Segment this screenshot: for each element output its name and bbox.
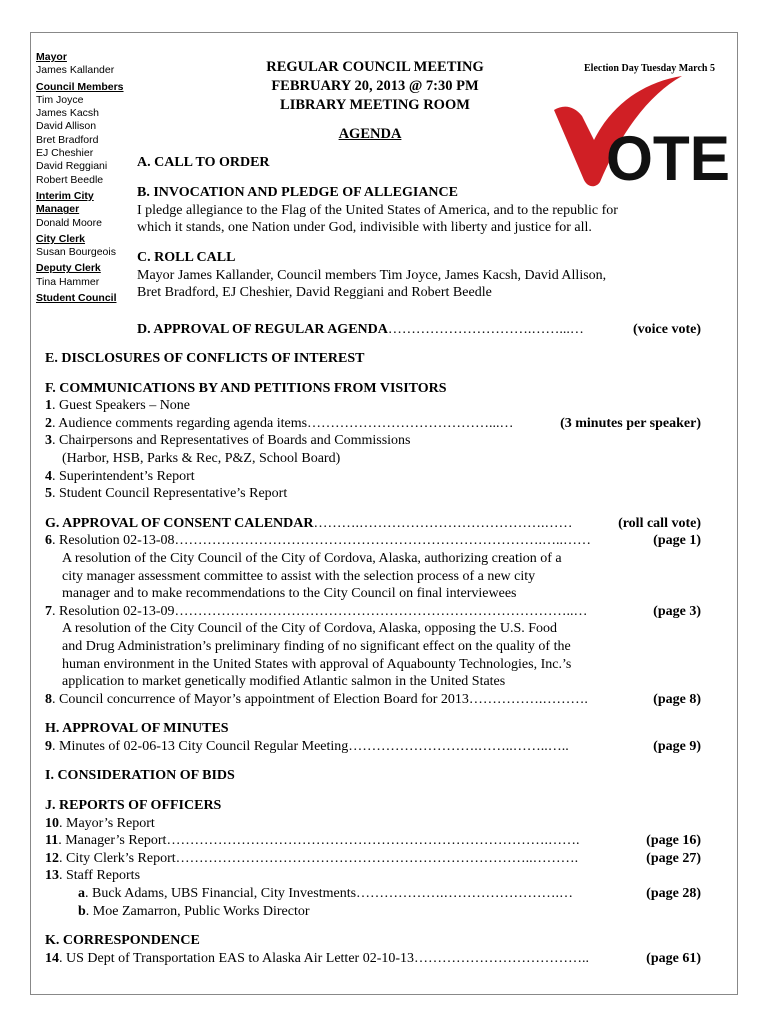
list-item: 10. Mayor’s Report xyxy=(45,815,155,831)
list-item: 9. Minutes of 02-06-13 City Council Regular Meeting……………………….……..……..….. (page 9) xyxy=(45,738,701,754)
section-reports: J. REPORTS OF OFFICERS xyxy=(45,798,222,814)
pledge-text: which it stands, one Nation under God, indivisible with liberty and justice for all. xyxy=(137,220,592,236)
student-council-role: Student Council xyxy=(36,292,117,305)
council-role: Council Members xyxy=(36,80,124,93)
section-heading: C. ROLL CALL xyxy=(137,250,236,265)
section-approval-agenda xyxy=(137,321,701,339)
vote-logo xyxy=(552,74,732,192)
manager-role: Interim City Manager xyxy=(36,189,94,216)
council-name: David Reggiani xyxy=(36,160,108,173)
list-item-sub: b. Moe Zamarron, Public Works Director xyxy=(78,903,310,919)
council-name: David Allison xyxy=(36,120,97,133)
list-item: 11. Manager’s Report……………………………………………………………………….……. (page 16) xyxy=(45,833,701,849)
council-name: Robert Beedle xyxy=(36,173,104,186)
section-minutes: H. APPROVAL OF MINUTES xyxy=(45,721,229,737)
section-call-to-order: A. CALL TO ORDER xyxy=(137,155,270,170)
deputy-role: Deputy Clerk xyxy=(36,262,101,275)
section-consent-calendar: G. APPROVAL OF CONSENT CALENDAR……….………………………………….…… (roll call vote) xyxy=(45,515,701,531)
list-item: 13. Staff Reports xyxy=(45,868,141,884)
section-correspondence: K. CORRESPONDENCE xyxy=(45,933,200,949)
list-item: 1. Guest Speakers – None xyxy=(45,398,191,414)
section-heading: D. APPROVAL OF REGULAR AGENDA xyxy=(137,322,388,337)
mayor-name: James Kallander xyxy=(36,64,115,77)
roll-call-text: Mayor James Kallander, Council members Tim Joyce, James Kacsh, David Allison, xyxy=(137,267,607,283)
list-item: 3. Chairpersons and Representatives of Boards and Commissions xyxy=(45,433,411,449)
list-item: 12. City Clerk’s Report…………………………………………………………………..………. (page 27) xyxy=(45,850,701,866)
resolution-description: A resolution of the City Council of the City of Cordova, Alaska, authorizing creation of a city manager assessment committee to assist with the selection process of a new city manager and to make recommendations to the City Council on final interviewees xyxy=(62,550,562,602)
list-item: 4. Superintendent’s Report xyxy=(45,468,195,484)
council-name: James Kacsh xyxy=(36,107,100,120)
list-item: 6. Resolution 02-13-08…………………………………………………………………….…..…… (page 1) xyxy=(45,533,701,549)
meeting-title: REGULAR COUNCIL MEETING xyxy=(266,59,484,75)
clerk-role: City Clerk xyxy=(36,232,86,245)
section-roll-call xyxy=(137,249,697,302)
roll-call-text: Bret Bradford, EJ Cheshier, David Reggiani and Robert Beedle xyxy=(137,285,492,301)
council-name: Tim Joyce xyxy=(36,93,84,106)
vote-logo-text: OTE xyxy=(606,124,730,192)
section-bids: I. CONSIDERATION OF BIDS xyxy=(45,768,235,784)
list-item: 8. Council concurrence of Mayor’s appointment of Election Board for 2013…………….………. (page 8) xyxy=(45,691,701,707)
list-item-sub: a. Buck Adams, UBS Financial, City Investments……………….…………………….… (page 28) xyxy=(78,886,701,902)
meeting-location: LIBRARY MEETING ROOM xyxy=(280,97,470,113)
section-heading: B. INVOCATION AND PLEDGE OF ALLEGIANCE xyxy=(137,185,458,200)
resolution-description: A resolution of the City Council of the City of Cordova, Alaska, opposing the U.S. Food and Drug Administration’s preliminary finding of no significant effect on the quality of the human environment in the United States with approval of Aquabounty Technologies, Inc.’s application to market genetically modified Atlantic salmon in the United States xyxy=(62,621,572,690)
leader-dots: ………………………….……...… xyxy=(387,322,584,337)
meeting-date: FEBRUARY 20, 2013 @ 7:30 PM xyxy=(271,78,479,94)
agenda-title: AGENDA xyxy=(338,126,402,142)
pledge-text: I pledge allegiance to the Flag of the United States of America, and to the republic for xyxy=(137,202,618,218)
clerk-name: Susan Bourgeois xyxy=(36,246,116,259)
agenda-lower xyxy=(45,350,701,967)
list-item: 5. Student Council Representative’s Report xyxy=(45,486,288,502)
list-item: 14. US Dept of Transportation EAS to Alaska Air Letter 02-10-13……………………………….. (page 61) xyxy=(45,950,701,966)
list-item-sub: (Harbor, HSB, Parks & Rec, P&Z, School Board) xyxy=(62,450,341,466)
council-name: Bret Bradford xyxy=(36,133,99,146)
vote-type: (voice vote) xyxy=(632,322,701,337)
council-name: EJ Cheshier xyxy=(36,147,94,160)
section-pledge xyxy=(137,184,697,237)
list-item: 7. Resolution 02-13-09…………………………………………………………………………..… (page 3) xyxy=(45,603,701,619)
section-disclosures: E. DISCLOSURES OF CONFLICTS OF INTEREST xyxy=(45,351,365,366)
election-day-note: Election Day Tuesday March 5 xyxy=(584,63,715,74)
deputy-name: Tina Hammer xyxy=(36,275,100,288)
list-item: 2. Audience comments regarding agenda items…………………………………...… (3 minutes per speaker) xyxy=(45,415,701,431)
manager-name: Donald Moore xyxy=(36,216,102,229)
mayor-role: Mayor xyxy=(36,51,67,63)
agenda-upper xyxy=(137,154,697,172)
meeting-header xyxy=(215,58,535,115)
officials-roster xyxy=(36,51,136,308)
section-communications: F. COMMUNICATIONS BY AND PETITIONS FROM VISITORS xyxy=(45,380,447,396)
